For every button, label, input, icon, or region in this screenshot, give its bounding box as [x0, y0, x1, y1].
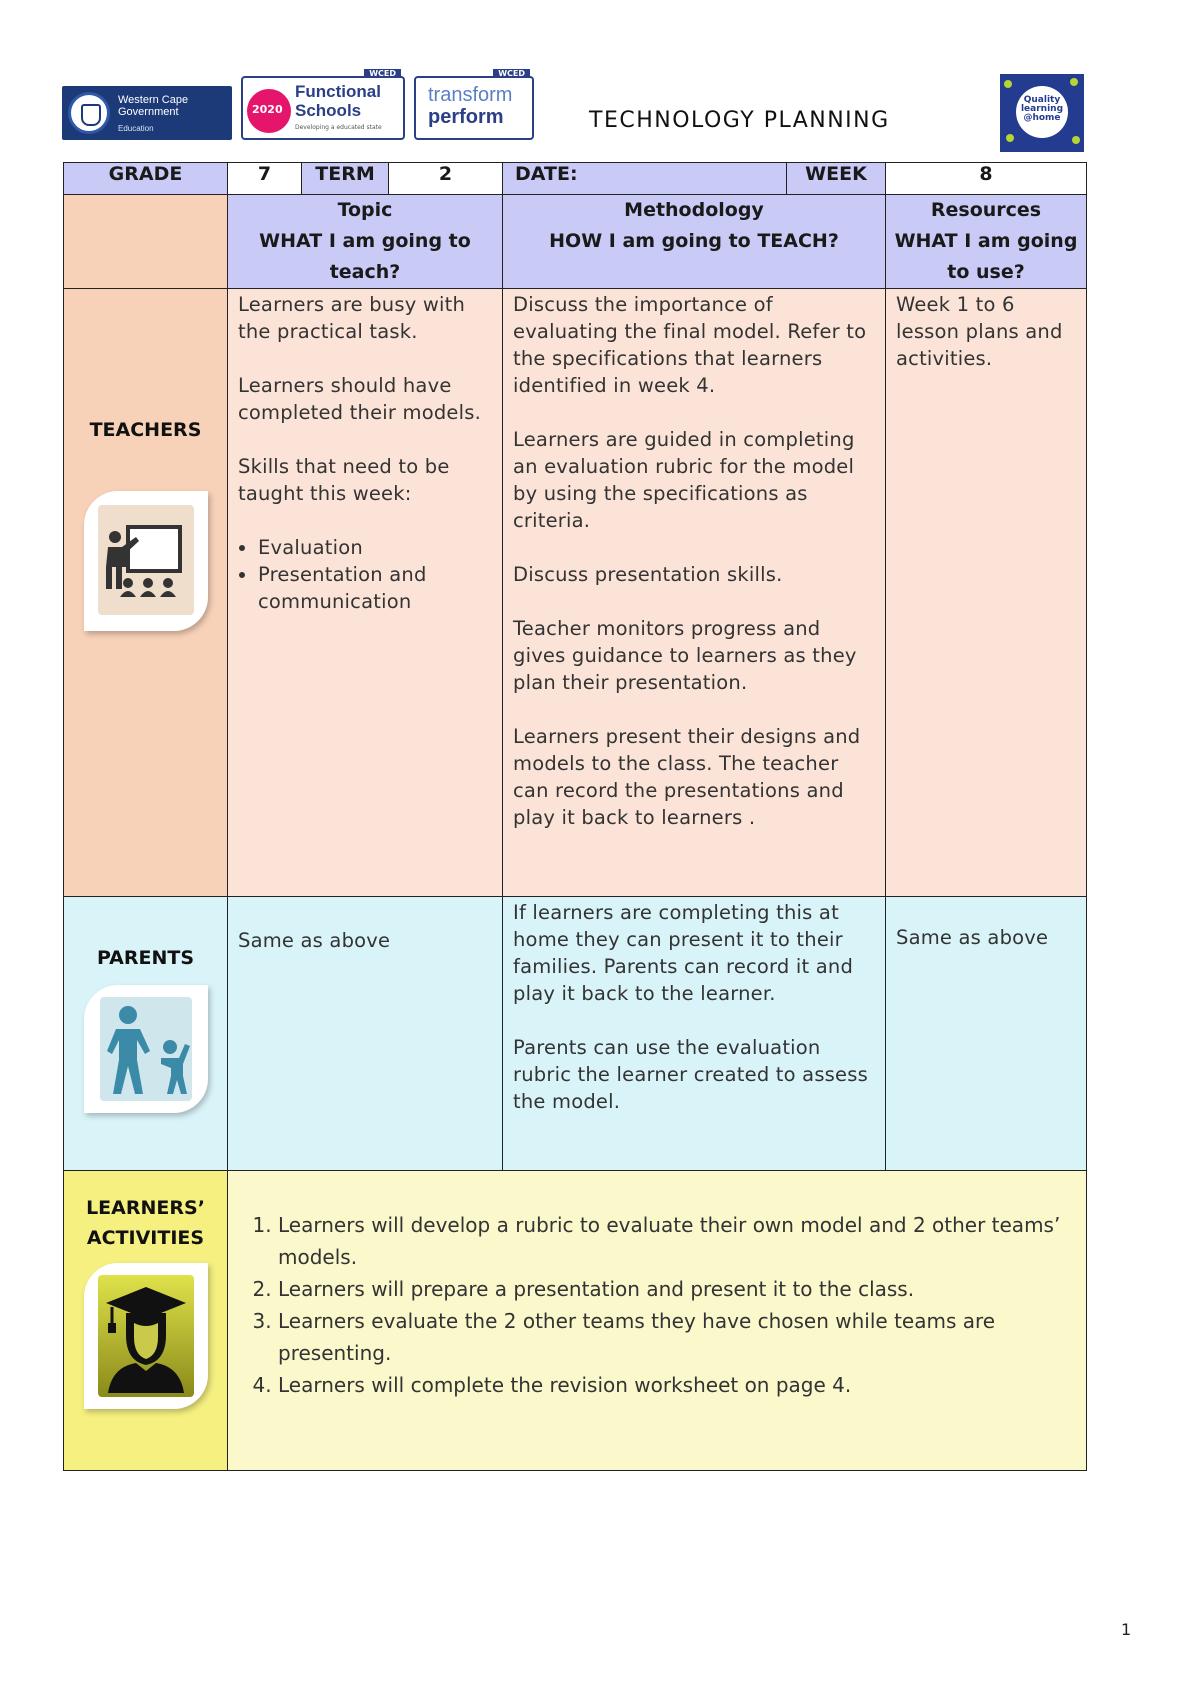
- parents-topic-cell: [228, 897, 503, 1171]
- date-label: DATE:: [503, 163, 787, 195]
- skill-item: • Presentation and communication: [258, 561, 494, 615]
- parents-topic: Same as above: [238, 929, 391, 952]
- tp-tag: WCED: [493, 69, 530, 78]
- tp-line2: perform: [428, 106, 504, 128]
- parents-method-p1: If learners are completing this at home they can present it to their families. Parents can record it and play it back to the learner.: [513, 901, 854, 1005]
- teacher-card: [84, 491, 208, 631]
- coat-of-arms-icon: [68, 92, 110, 134]
- teachers-resources-cell: [886, 289, 1087, 897]
- learners-activities-cell: [228, 1171, 1087, 1471]
- activity-item: 1. Learners will develop a rubric to evaluate their own model and 2 other teams’ models.: [278, 1209, 1086, 1273]
- parent-child-icon: [84, 985, 208, 1113]
- teachers-topic-cell: [228, 289, 503, 897]
- skills-list: [238, 534, 494, 615]
- wcg-line2: Government: [118, 106, 179, 118]
- teachers-label: TEACHERS: [89, 419, 202, 441]
- parents-resources-cell: [886, 897, 1087, 1171]
- dot-icon: [1004, 80, 1012, 88]
- transform-perform-logo: [414, 69, 534, 140]
- teachers-method-p3: Discuss presentation skills.: [513, 563, 783, 586]
- quality-line3: @home: [1023, 113, 1061, 123]
- skill-item: • Evaluation: [258, 534, 494, 561]
- teachers-side-cell: [64, 289, 228, 897]
- functional-year: 2020: [252, 103, 283, 116]
- topic-header-line1: Topic: [337, 199, 393, 221]
- term-value: 2: [389, 163, 503, 195]
- teachers-method-p2: Learners are guided in completing an evaluation rubric for the model by using the specifications as criteria.: [513, 428, 855, 532]
- activity-item: 4. Learners will complete the revision worksheet on page 4.: [278, 1369, 1086, 1401]
- page-title: TECHNOLOGY PLANNING: [589, 108, 890, 133]
- resources-header-line3: to use?: [947, 261, 1025, 283]
- column-header-row: [64, 195, 1087, 289]
- quality-line2: learning: [1020, 104, 1064, 114]
- parents-side-cell: [64, 897, 228, 1171]
- dot-icon: [1070, 78, 1078, 86]
- methodology-header-line2: HOW I am going to TEACH?: [549, 230, 839, 252]
- learners-label-line1: LEARNERS’: [86, 1197, 205, 1219]
- term-label: TERM: [302, 163, 389, 195]
- teachers-topic-p1: Learners are busy with the practical task.: [238, 293, 466, 343]
- learners-side-cell: [64, 1171, 228, 1471]
- methodology-header: [503, 195, 886, 289]
- graduate-icon: [84, 1263, 208, 1409]
- teachers-row: [64, 289, 1087, 897]
- parents-label: PARENTS: [96, 947, 195, 969]
- functional-line2: Schools: [295, 101, 362, 120]
- functional-schools-logo: [241, 69, 405, 140]
- tp-line1: transform: [428, 84, 513, 106]
- teachers-topic-p3: Skills that need to be taught this week:: [238, 455, 450, 505]
- topic-header: [228, 195, 503, 289]
- learners-label-line2: ACTIVITIES: [86, 1227, 205, 1249]
- parents-resources: Same as above: [896, 926, 1049, 949]
- functional-tag: WCED: [364, 69, 401, 78]
- learners-row: [64, 1171, 1087, 1471]
- parents-row: [64, 897, 1087, 1171]
- quality-line1: Quality: [1023, 95, 1061, 105]
- teachers-methodology-cell: [503, 289, 886, 897]
- resources-header: [886, 195, 1087, 289]
- grade-label: GRADE: [64, 163, 228, 195]
- teacher-icon: [84, 491, 208, 631]
- topic-header-line3: teach?: [329, 261, 401, 283]
- functional-line1: Functional: [295, 82, 381, 101]
- teachers-resources: Week 1 to 6 lesson plans and activities.: [896, 293, 1063, 370]
- quality-learning-logo: [1000, 74, 1084, 152]
- wcg-line1: Western Cape: [118, 94, 189, 106]
- parents-method-p2: Parents can use the evaluation rubric the learner created to assess the model.: [513, 1036, 868, 1113]
- activity-item: 3. Learners evaluate the 2 other teams they have chosen while teams are presenting.: [278, 1305, 1086, 1369]
- methodology-header-line1: Methodology: [624, 199, 764, 221]
- week-label: WEEK: [787, 163, 886, 195]
- teachers-method-p4: Teacher monitors progress and gives guidance to learners as they plan their presentation.: [513, 617, 857, 694]
- western-cape-government-logo: [62, 86, 232, 140]
- planning-table: [63, 162, 1087, 1471]
- teachers-method-p5: Learners present their designs and models to the class. The teacher can record the presentations and play it back to learners .: [513, 725, 861, 829]
- teachers-method-p1: Discuss the importance of evaluating the final model. Refer to the specifications that learners identified in week 4.: [513, 293, 867, 397]
- week-value: 8: [886, 163, 1087, 195]
- resources-header-line2: WHAT I am going: [894, 230, 1078, 252]
- parent-card: [84, 985, 208, 1113]
- learner-card: [84, 1263, 208, 1409]
- topic-header-line2: WHAT I am going to: [259, 230, 471, 252]
- blank-header-cell: [64, 195, 228, 289]
- parents-methodology-cell: [503, 897, 886, 1171]
- dot-icon: [1072, 136, 1080, 144]
- info-row: [64, 163, 1087, 195]
- resources-header-line1: Resources: [930, 199, 1042, 221]
- activities-list: [228, 1209, 1086, 1401]
- grade-value: 7: [228, 163, 302, 195]
- activity-item: 2. Learners will prepare a presentation and present it to the class.: [278, 1273, 1086, 1305]
- functional-sub: Developing a educated state: [295, 124, 382, 131]
- wcg-line3: Education: [118, 124, 154, 133]
- page-number: 1: [1121, 1620, 1132, 1639]
- dot-icon: [1006, 134, 1014, 142]
- teachers-topic-p2: Learners should have completed their models.: [238, 374, 481, 424]
